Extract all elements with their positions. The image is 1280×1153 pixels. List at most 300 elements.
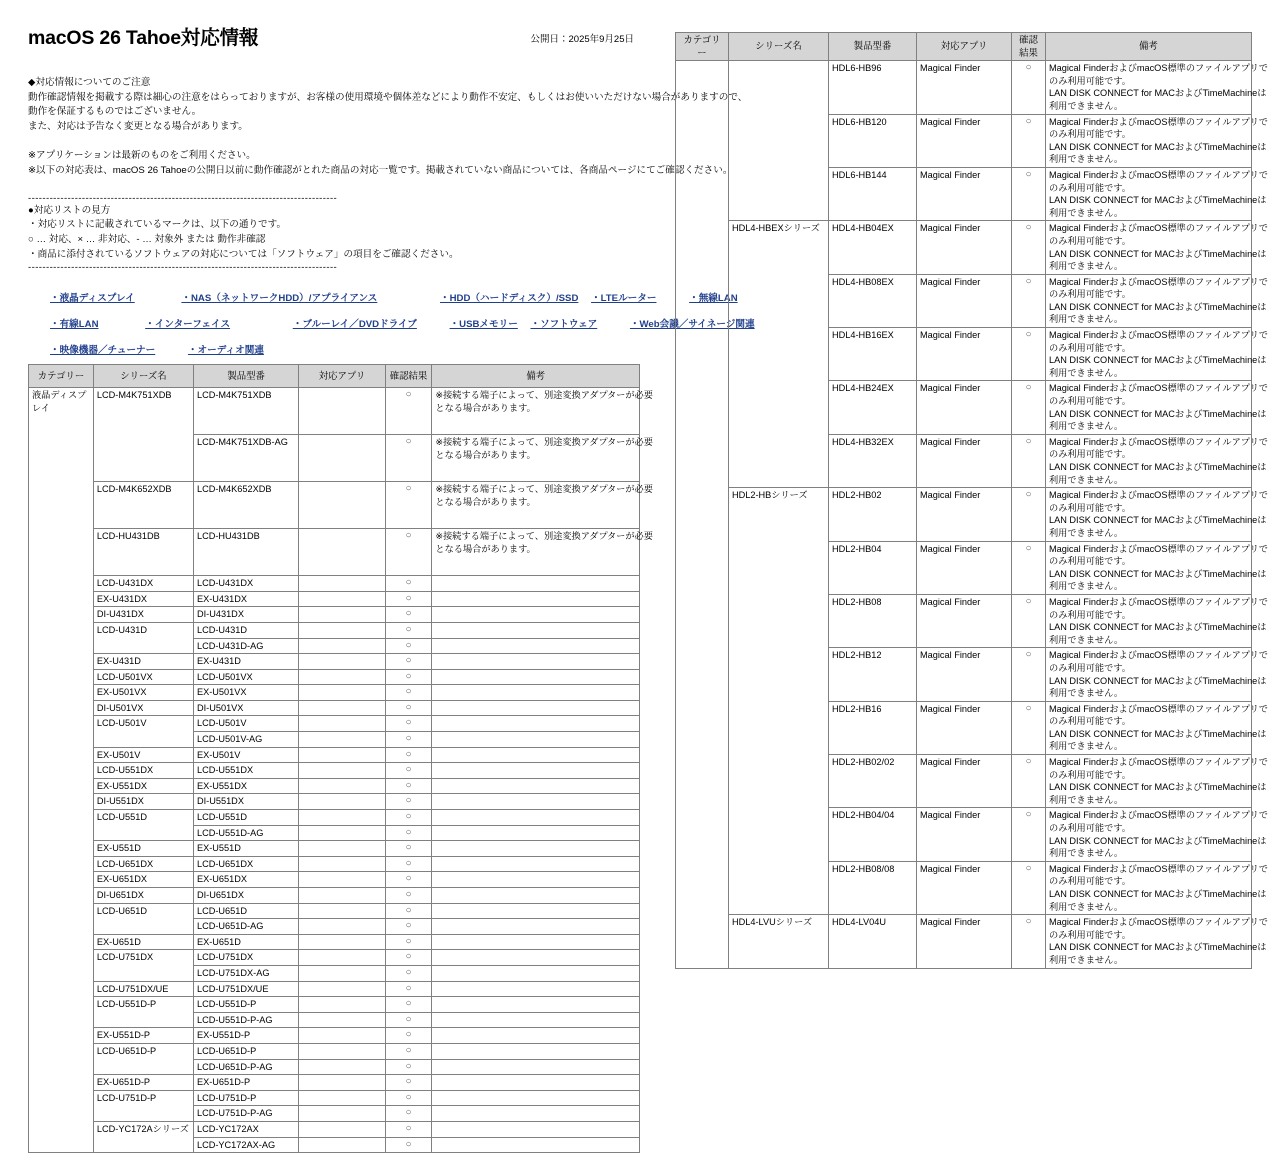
cell-remarks xyxy=(432,685,640,701)
table-row xyxy=(676,755,1252,808)
cell-model: HDL6-HB96 xyxy=(829,61,917,114)
cell-result: ○ xyxy=(385,950,432,966)
cell-app: Magical Finder xyxy=(917,808,1012,861)
link-lte-router[interactable]: ・LTEルーター xyxy=(591,293,657,305)
cell-model: DI-U431DX xyxy=(193,607,298,623)
cell-app: Magical Finder xyxy=(917,61,1012,114)
cell-model: HDL2-HB02/02 xyxy=(829,755,917,808)
cell-remarks xyxy=(432,576,640,592)
cell-result: ○ xyxy=(385,607,432,623)
table-row xyxy=(29,1075,640,1091)
cell-result: ○ xyxy=(1012,594,1046,647)
cell-result: ○ xyxy=(385,763,432,779)
category-link-nav xyxy=(28,286,755,364)
cell-app xyxy=(299,981,385,997)
cell-app xyxy=(299,919,385,935)
cell-remarks: Magical FinderおよびmacOS標準のファイルアプリで のみ利用可能です。 LAN DISK CONNECT for MACおよびTimeMachineは 利用できません。 xyxy=(1046,167,1252,220)
cell-app: Magical Finder xyxy=(917,915,1012,968)
cell-app xyxy=(299,591,385,607)
table-row xyxy=(29,1137,640,1153)
cell-result: ○ xyxy=(385,856,432,872)
cell-remarks: Magical FinderおよびmacOS標準のファイルアプリで のみ利用可能です。 LAN DISK CONNECT for MACおよびTimeMachineは 利用できません。 xyxy=(1046,755,1252,808)
cell-remarks xyxy=(432,919,640,935)
cell-series: EX-U501VX xyxy=(93,685,193,701)
cell-app xyxy=(299,669,385,685)
cell-result: ○ xyxy=(385,669,432,685)
cell-app xyxy=(299,934,385,950)
col-header-app: 対応アプリ xyxy=(917,33,1012,61)
cell-remarks: Magical FinderおよびmacOS標準のファイルアプリで のみ利用可能です。 LAN DISK CONNECT for MACおよびTimeMachineは 利用できません。 xyxy=(1046,381,1252,434)
cell-model: LCD-U751DX/UE xyxy=(193,981,298,997)
cell-remarks xyxy=(432,1075,640,1091)
cell-series: DI-U551DX xyxy=(93,794,193,810)
link-audio[interactable]: ・オーディオ関連 xyxy=(187,345,264,357)
table-row xyxy=(676,381,1252,434)
cell-series xyxy=(729,648,829,701)
spacer xyxy=(28,134,640,149)
link-wireless-lan[interactable]: ・無線LAN xyxy=(689,293,738,305)
cell-result: ○ xyxy=(385,1043,432,1059)
publish-date: 公開日：2025年9月25日 xyxy=(530,34,634,45)
cell-model: LCD-U751D-P-AG xyxy=(193,1106,298,1122)
cell-remarks xyxy=(432,669,640,685)
cell-model: LCD-HU431DB xyxy=(193,529,298,576)
divider-top: -------------------------------------------------------------------------------------- xyxy=(28,192,338,204)
cell-remarks: Magical FinderおよびmacOS標準のファイルアプリで のみ利用可能です。 LAN DISK CONNECT for MACおよびTimeMachineは 利用できません。 xyxy=(1046,274,1252,327)
cell-remarks xyxy=(432,700,640,716)
cell-app: Magical Finder xyxy=(917,167,1012,220)
cell-result: ○ xyxy=(385,981,432,997)
cell-model: HDL4-HB04EX xyxy=(829,221,917,274)
page-title: macOS 26 Tahoe対応情報 xyxy=(28,27,259,49)
cell-result: ○ xyxy=(385,654,432,670)
cell-model: HDL2-HB08 xyxy=(829,594,917,647)
cell-remarks xyxy=(432,841,640,857)
cell-model: LCD-U651DX xyxy=(193,856,298,872)
cell-remarks: Magical FinderおよびmacOS標準のファイルアプリで のみ利用可能です。 LAN DISK CONNECT for MACおよびTimeMachineは 利用できません。 xyxy=(1046,61,1252,114)
table-body-right xyxy=(676,61,1268,968)
cell-app xyxy=(299,638,385,654)
cell-remarks xyxy=(432,716,640,732)
cell-result: ○ xyxy=(385,591,432,607)
cell-series: EX-U651DX xyxy=(93,872,193,888)
cell-app xyxy=(299,576,385,592)
cell-model: EX-U551DX xyxy=(193,778,298,794)
cell-app xyxy=(299,903,385,919)
cell-result: ○ xyxy=(1012,274,1046,327)
cell-remarks xyxy=(432,607,640,623)
cell-remarks xyxy=(432,872,640,888)
cell-app: Magical Finder xyxy=(917,381,1012,434)
table-row xyxy=(676,915,1252,968)
cell-result: ○ xyxy=(385,1012,432,1028)
compatibility-table-left xyxy=(28,364,653,1153)
cell-result: ○ xyxy=(385,872,432,888)
col-header-category: カテゴリー xyxy=(676,33,729,61)
cell-app xyxy=(299,529,385,576)
col-header-model: 製品型番 xyxy=(193,365,298,388)
table-row xyxy=(29,622,640,638)
cell-series: LCD-HU431DB xyxy=(93,529,193,576)
cell-app xyxy=(299,856,385,872)
cell-remarks: Magical FinderおよびmacOS標準のファイルアプリで のみ利用可能です。 LAN DISK CONNECT for MACおよびTimeMachineは 利用できません。 xyxy=(1046,488,1252,541)
cell-remarks: Magical FinderおよびmacOS標準のファイルアプリで のみ利用可能です。 LAN DISK CONNECT for MACおよびTimeMachineは 利用できません。 xyxy=(1046,114,1252,167)
cell-series: EX-U551D xyxy=(93,841,193,857)
table-row xyxy=(29,716,640,732)
cell-remarks: Magical FinderおよびmacOS標準のファイルアプリで のみ利用可能です。 LAN DISK CONNECT for MACおよびTimeMachineは 利用できません。 xyxy=(1046,808,1252,861)
cell-series: EX-U551D-P xyxy=(93,1028,193,1044)
table-row xyxy=(676,328,1252,381)
table-row xyxy=(29,997,640,1013)
cell-remarks xyxy=(432,825,640,841)
table-row xyxy=(676,221,1252,274)
cell-model: LCD-U651D-AG xyxy=(193,919,298,935)
cell-series: LCD-U501VX xyxy=(93,669,193,685)
col-header-remarks: 備考 xyxy=(1046,33,1252,61)
cell-series xyxy=(729,434,829,487)
table-row xyxy=(676,434,1252,487)
cell-series xyxy=(93,1106,193,1122)
cell-remarks: Magical FinderおよびmacOS標準のファイルアプリで のみ利用可能です。 LAN DISK CONNECT for MACおよびTimeMachineは 利用できません。 xyxy=(1046,541,1252,594)
cell-result: ○ xyxy=(1012,701,1046,754)
col-header-category: カテゴリー xyxy=(29,365,94,388)
link-bluray-dvd-drive[interactable]: ・ブルーレイ／DVDドライブ xyxy=(292,319,417,331)
table-row xyxy=(29,981,640,997)
cell-result: ○ xyxy=(1012,434,1046,487)
cell-remarks: Magical FinderおよびmacOS標準のファイルアプリで のみ利用可能です。 LAN DISK CONNECT for MACおよびTimeMachineは 利用できません。 xyxy=(1046,328,1252,381)
cell-model: DI-U651DX xyxy=(193,888,298,904)
cell-app xyxy=(299,997,385,1013)
link-wired-lan[interactable]: ・有線LAN xyxy=(50,319,99,331)
cell-series: LCD-U751DX/UE xyxy=(93,981,193,997)
cell-category: 液晶ディスプレイ xyxy=(29,388,94,1153)
link-nas[interactable]: ・NAS（ネットワークHDD）/アプライアンス xyxy=(181,293,378,305)
cell-remarks: ※接続する端子によって、別途変換アダプターが必要 となる場合があります。 xyxy=(432,529,640,576)
cell-app xyxy=(299,1090,385,1106)
cell-series: LCD-U431DX xyxy=(93,576,193,592)
cell-model: LCD-U551D-P xyxy=(193,997,298,1013)
cell-series: LCD-U431D xyxy=(93,622,193,638)
cell-series xyxy=(729,808,829,861)
cell-model: EX-U551D-P xyxy=(193,1028,298,1044)
cell-series xyxy=(729,274,829,327)
cell-app xyxy=(299,872,385,888)
cell-model: EX-U651D xyxy=(193,934,298,950)
cell-series xyxy=(729,328,829,381)
col-header-result: 確認結果 xyxy=(1012,33,1046,61)
cell-series: LCD-U651D-P xyxy=(93,1043,193,1059)
cell-model: HDL2-HB02 xyxy=(829,488,917,541)
cell-app xyxy=(299,1075,385,1091)
cell-series xyxy=(93,732,193,748)
cell-model: LCD-U551D-AG xyxy=(193,825,298,841)
caution-line-2: 動作を保証するものではございません。 xyxy=(28,106,202,118)
cell-model: HDL2-HB12 xyxy=(829,648,917,701)
cell-series xyxy=(729,61,829,114)
cell-result: ○ xyxy=(385,1090,432,1106)
cell-series: LCD-U551D-P xyxy=(93,997,193,1013)
cell-result: ○ xyxy=(1012,648,1046,701)
cell-result: ○ xyxy=(385,638,432,654)
table-row xyxy=(29,747,640,763)
cell-remarks: Magical FinderおよびmacOS標準のファイルアプリで のみ利用可能です。 LAN DISK CONNECT for MACおよびTimeMachineは 利用できません。 xyxy=(1046,648,1252,701)
cell-app xyxy=(299,1121,385,1137)
cell-series: LCD-YC172Aシリーズ xyxy=(93,1121,193,1137)
cell-series xyxy=(93,1059,193,1075)
cell-result: ○ xyxy=(385,794,432,810)
table-row xyxy=(29,810,640,826)
cell-result: ○ xyxy=(385,482,432,529)
cell-series: EX-U651D xyxy=(93,934,193,950)
cell-remarks xyxy=(432,638,640,654)
table-row xyxy=(29,888,640,904)
link-lcd-display[interactable]: ・液晶ディスプレイ xyxy=(50,293,135,305)
link-nav-row-1 xyxy=(28,286,738,312)
document-header xyxy=(28,22,640,62)
link-hdd-ssd[interactable]: ・HDD（ハードディスク）/SSD xyxy=(440,293,579,305)
cell-result: ○ xyxy=(385,716,432,732)
cell-result: ○ xyxy=(385,747,432,763)
cell-result: ○ xyxy=(385,997,432,1013)
table-note: ※以下の対応表は、macOS 26 Tahoeの公開日以前に動作確認がとれた商品の対応一覧です。掲載されていない商品については、各商品ページにてご確認ください。 xyxy=(28,164,733,176)
cell-series xyxy=(93,965,193,981)
table-row xyxy=(29,607,640,623)
cell-remarks xyxy=(432,981,640,997)
table-row xyxy=(676,488,1252,541)
cell-result: ○ xyxy=(1012,861,1046,914)
table-row xyxy=(676,861,1252,914)
table-row xyxy=(29,669,640,685)
link-nav-row-3 xyxy=(28,338,640,364)
col-header-remarks: 備考 xyxy=(432,365,640,388)
table-row xyxy=(676,701,1252,754)
cell-remarks: Magical FinderおよびmacOS標準のファイルアプリで のみ利用可能です。 LAN DISK CONNECT for MACおよびTimeMachineは 利用できません。 xyxy=(1046,434,1252,487)
cell-result: ○ xyxy=(1012,114,1046,167)
cell-result: ○ xyxy=(385,1059,432,1075)
link-interface[interactable]: ・インターフェイス xyxy=(145,319,231,331)
table-row xyxy=(29,825,640,841)
cell-model: LCD-U431D xyxy=(193,622,298,638)
cell-remarks: Magical FinderおよびmacOS標準のファイルアプリで のみ利用可能です。 LAN DISK CONNECT for MACおよびTimeMachineは 利用できません。 xyxy=(1046,701,1252,754)
cell-series: LCD-U651D xyxy=(93,903,193,919)
cell-result: ○ xyxy=(1012,488,1046,541)
cell-app: Magical Finder xyxy=(917,541,1012,594)
cell-model: LCD-M4K751XDB xyxy=(193,388,298,435)
cell-remarks xyxy=(432,950,640,966)
table-row xyxy=(29,1043,640,1059)
divider-bottom: -------------------------------------------------------------------------------------- xyxy=(28,262,338,274)
cell-model: LCD-YC172AX xyxy=(193,1121,298,1137)
cell-series: LCD-U751DX xyxy=(93,950,193,966)
cell-model: LCD-U501V xyxy=(193,716,298,732)
cell-app xyxy=(299,825,385,841)
cell-remarks xyxy=(432,888,640,904)
table-row xyxy=(29,638,640,654)
cell-model: LCD-U501VX xyxy=(193,669,298,685)
link-usb-memory[interactable]: ・USBメモリー xyxy=(449,319,518,331)
cell-result: ○ xyxy=(385,1028,432,1044)
table-row xyxy=(29,1028,640,1044)
cell-model: EX-U651DX xyxy=(193,872,298,888)
cell-app xyxy=(299,778,385,794)
cell-result: ○ xyxy=(385,934,432,950)
cell-series: HDL4-HBEXシリーズ xyxy=(729,221,829,274)
cell-remarks xyxy=(432,763,640,779)
cell-remarks: Magical FinderおよびmacOS標準のファイルアプリで のみ利用可能です。 LAN DISK CONNECT for MACおよびTimeMachineは 利用できません。 xyxy=(1046,915,1252,968)
cell-model: LCD-U551D xyxy=(193,810,298,826)
caution-heading: ◆対応情報についてのご注意 xyxy=(28,77,151,88)
col-header-series: シリーズ名 xyxy=(729,33,829,61)
caution-block xyxy=(28,76,748,274)
cell-series: EX-U501V xyxy=(93,747,193,763)
link-software[interactable]: ・ソフトウェア xyxy=(530,319,598,331)
cell-result: ○ xyxy=(385,685,432,701)
table-row xyxy=(676,167,1252,220)
cell-model: EX-U651D-P xyxy=(193,1075,298,1091)
col-header-app: 対応アプリ xyxy=(299,365,385,388)
cell-app xyxy=(299,810,385,826)
cell-series: EX-U551DX xyxy=(93,778,193,794)
table-row xyxy=(29,700,640,716)
cell-app xyxy=(299,700,385,716)
left-column xyxy=(28,22,755,1153)
table-row xyxy=(29,685,640,701)
cell-result: ○ xyxy=(1012,221,1046,274)
cell-remarks xyxy=(432,591,640,607)
cell-app xyxy=(299,965,385,981)
cell-remarks xyxy=(432,654,640,670)
cell-result: ○ xyxy=(385,1121,432,1137)
cell-model: HDL4-HB24EX xyxy=(829,381,917,434)
cell-series: LCD-M4K652XDB xyxy=(93,482,193,529)
table-row xyxy=(29,435,640,482)
cell-app xyxy=(299,1043,385,1059)
cell-result: ○ xyxy=(385,576,432,592)
howto-line-2: ○ … 対応、× … 非対応、- … 対象外 または 動作非確認 xyxy=(28,233,266,245)
cell-model: HDL2-HB16 xyxy=(829,701,917,754)
cell-model: HDL4-HB16EX xyxy=(829,328,917,381)
cell-remarks xyxy=(432,1059,640,1075)
cell-series xyxy=(93,825,193,841)
cell-app xyxy=(299,1059,385,1075)
caution-line-1: 動作確認情報を掲載する際は細心の注意をはらっておりますが、お客様の使用環境や個体差などにより動作不安定、もしくはお使いいただけない場合がありますので、 xyxy=(28,91,748,103)
table-row xyxy=(29,903,640,919)
cell-series: HDL2-HBシリーズ xyxy=(729,488,829,541)
table-row xyxy=(29,950,640,966)
cell-model: LCD-U751DX-AG xyxy=(193,965,298,981)
table-row xyxy=(29,529,640,576)
cell-app: Magical Finder xyxy=(917,328,1012,381)
howto-heading: ●対応リストの見方 xyxy=(28,204,111,216)
app-note: ※アプリケーションは最新のものをご利用ください。 xyxy=(28,149,256,161)
cell-result: ○ xyxy=(385,903,432,919)
right-column xyxy=(675,32,1268,969)
cell-series xyxy=(93,1137,193,1153)
howto-line-3: ・商品に添付されているソフトウェアの対応については「ソフトウェア」の項目をご確認ください。 xyxy=(28,248,459,260)
cell-remarks xyxy=(432,747,640,763)
cell-app: Magical Finder xyxy=(917,114,1012,167)
cell-remarks xyxy=(432,903,640,919)
cell-result: ○ xyxy=(385,810,432,826)
link-video-tuner[interactable]: ・映像機器／チューナー xyxy=(50,345,156,357)
cell-app xyxy=(299,888,385,904)
cell-remarks: ※接続する端子によって、別途変換アダプターが必要 となる場合があります。 xyxy=(432,435,640,482)
table-row xyxy=(29,965,640,981)
cell-series xyxy=(93,435,193,482)
cell-remarks xyxy=(432,810,640,826)
cell-result: ○ xyxy=(385,732,432,748)
cell-remarks: Magical FinderおよびmacOS標準のファイルアプリで のみ利用可能です。 LAN DISK CONNECT for MACおよびTimeMachineは 利用できません。 xyxy=(1046,221,1252,274)
cell-app: Magical Finder xyxy=(917,594,1012,647)
cell-model: EX-U431D xyxy=(193,654,298,670)
table-row xyxy=(29,576,640,592)
col-header-result: 確認結果 xyxy=(385,365,432,388)
cell-model: LCD-U551D-P-AG xyxy=(193,1012,298,1028)
table-row xyxy=(29,856,640,872)
col-header-model: 製品型番 xyxy=(829,33,917,61)
table-body-left xyxy=(29,388,653,1153)
cell-model: EX-U551D xyxy=(193,841,298,857)
cell-series: EX-U431D xyxy=(93,654,193,670)
cell-model: LCD-U751DX xyxy=(193,950,298,966)
cell-app: Magical Finder xyxy=(917,861,1012,914)
cell-result: ○ xyxy=(1012,541,1046,594)
cell-app xyxy=(299,1106,385,1122)
spacer xyxy=(28,178,640,193)
cell-model: HDL2-HB04 xyxy=(829,541,917,594)
cell-app: Magical Finder xyxy=(917,648,1012,701)
cell-model: LCD-U431D-AG xyxy=(193,638,298,654)
cell-remarks xyxy=(432,1090,640,1106)
cell-result: ○ xyxy=(385,841,432,857)
cell-remarks xyxy=(432,1012,640,1028)
cell-series: EX-U431DX xyxy=(93,591,193,607)
cell-model: LCD-U551DX xyxy=(193,763,298,779)
cell-result: ○ xyxy=(385,825,432,841)
cell-series: LCD-M4K751XDB xyxy=(93,388,193,435)
cell-result: ○ xyxy=(1012,808,1046,861)
cell-model: LCD-YC172AX-AG xyxy=(193,1137,298,1153)
cell-app xyxy=(299,388,385,435)
table-row xyxy=(29,732,640,748)
cell-app: Magical Finder xyxy=(917,434,1012,487)
cell-model: HDL6-HB120 xyxy=(829,114,917,167)
link-web-conference-signage[interactable]: ・Web会議／サイネージ関連 xyxy=(629,319,755,331)
cell-remarks xyxy=(432,1043,640,1059)
cell-result: ○ xyxy=(1012,61,1046,114)
cell-remarks xyxy=(432,1137,640,1153)
cell-remarks xyxy=(432,856,640,872)
cell-series xyxy=(729,861,829,914)
cell-remarks xyxy=(432,794,640,810)
cell-series: LCD-U501V xyxy=(93,716,193,732)
cell-remarks xyxy=(432,934,640,950)
cell-series: HDL4-LVUシリーズ xyxy=(729,915,829,968)
cell-result: ○ xyxy=(385,778,432,794)
cell-app: Magical Finder xyxy=(917,274,1012,327)
cell-result: ○ xyxy=(385,919,432,935)
cell-model: LCD-M4K652XDB xyxy=(193,482,298,529)
cell-series xyxy=(729,114,829,167)
cell-category xyxy=(676,61,729,968)
table-row xyxy=(676,541,1252,594)
cell-model: DI-U551DX xyxy=(193,794,298,810)
cell-app xyxy=(299,482,385,529)
howto-line-1: ・対応リストに記載されているマークは、以下の通りです。 xyxy=(28,219,287,231)
cell-model: HDL4-LV04U xyxy=(829,915,917,968)
table-header-row xyxy=(29,365,640,388)
table-row xyxy=(29,872,640,888)
